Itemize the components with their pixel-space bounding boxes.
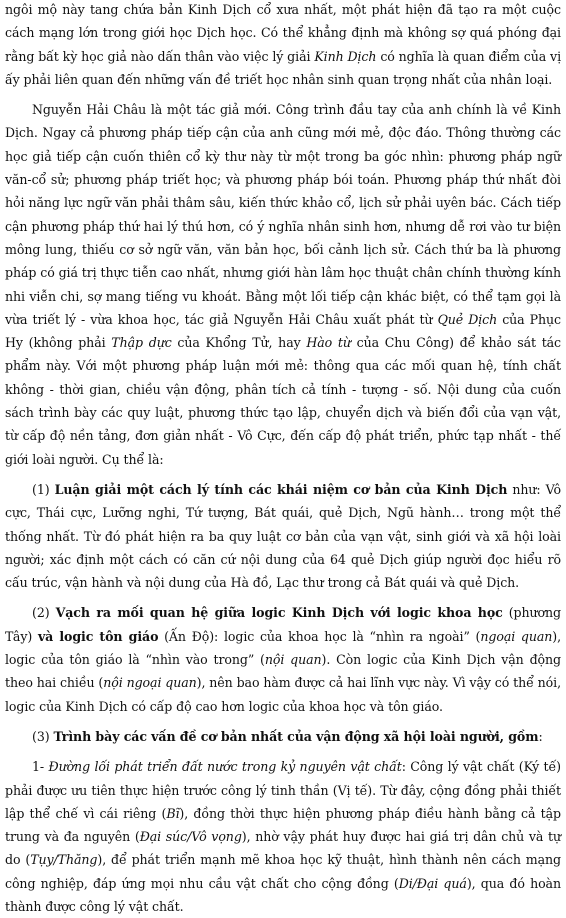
italic-text: nội quan xyxy=(264,652,322,668)
text-run: ), để phát triển mạnh mẽ khoa học kỹ thuật, hình thành nên cách mạng công nghiệp, đáp ứng mọi nhu cầu vật chất cho cộng đồng ( xyxy=(5,852,561,891)
text-run: Nguyễn Hải Châu là một tác giả mới. Công trình đầu tay của anh chính là về Kinh Dịch. Ngay cả phương pháp tiếp cận của anh cũng mới mẻ, độc đáo. Thông thường các học giả tiếp cận cuốn thiên cổ kỳ thư này từ một trong ba góc nhìn: phương pháp ngữ văn-cổ sử; phương pháp triết học; và phương pháp bói toán. Phương pháp thứ nhất đòi hỏi năng lực ngữ văn phải thâm sâu, kiến thức khảo cổ, lịch sử phải uyên bác. Cách tiếp cận phương pháp thứ hai lý thú hơn, có ý nghĩa nhân sinh hơn, nhưng dễ rơi vào tư biện mông lung, thiếu cơ sở ngữ văn, văn bản học, bối cảnh lịch sử. Cách thứ ba là phương pháp có giá trị thực tiễn cao nhất, nhưng giới hàn lâm học thuật chân chính thường kính nhi viễn chi, sợ mang tiếng vu khoát. Bằng một lối tiếp cận khác biệt, có thể tạm gọi là vừa triết lý - vừa khoa học, tác giả Nguyễn Hải Châu xuất phát từ xyxy=(5,102,561,327)
text-run: (phương Tây) xyxy=(5,605,561,644)
italic-text: nội ngoại quan xyxy=(103,675,197,691)
italic-text: Đại súc/Vô vọng xyxy=(139,829,242,845)
italic-text: ngoại quan xyxy=(480,628,553,644)
text-run: có nghĩa là quan điểm của vị ấy phải liên quan đến những vấn đề triết học nhân sinh quan trọng nhất của nhân loại. xyxy=(5,48,561,87)
paragraph xyxy=(5,601,561,717)
italic-text: Thập dực xyxy=(111,335,172,351)
text-run: của Khổng Tử, hay xyxy=(171,335,307,351)
italic-text: Đường lối phát triển đất nước trong kỷ nguyên vật chất xyxy=(48,759,402,775)
text-run: ), nhờ vậy phát huy được hai giá trị dân chủ và tự do ( xyxy=(5,829,561,868)
italic-text: Bĩ xyxy=(166,805,180,821)
paragraph xyxy=(5,478,561,594)
text-run: như: Vô cực, Thái cực, Lưỡng nghi, Tứ tượng, Bát quái, quẻ Dịch, Ngũ hành… trong một thể thống nhất. Từ đó phát hiện ra ba quy luật cơ bản của vạn vật, sinh giới và xã hội loài người; xác định một cách có căn cứ nội dung của 64 quẻ Dịch giúp người đọc hiểu rõ cấu trúc, vận hành và nội dung của Hà đồ, Lạc thư trong cả Bát quái và quẻ Dịch. xyxy=(5,481,561,591)
text-run: (Ấn Độ): logic của khoa học là “nhìn ra ngoài” ( xyxy=(158,628,481,644)
text-run: ). Còn logic của Kinh Dịch vận động theo hai chiều ( xyxy=(5,652,561,691)
text-run: (3) xyxy=(32,728,54,744)
bold-text: Vạch ra mối quan hệ giữa logic Kinh Dịch với logic khoa học xyxy=(55,605,503,621)
text-run: : xyxy=(538,728,543,744)
text-run: ), logic của tôn giáo là “nhìn vào trong” ( xyxy=(5,628,562,668)
text-run: (2) xyxy=(32,605,56,621)
text-run: của Chu Công) để khảo sát tác phẩm này. Với một phương pháp luận mới mẻ: thông qua các mối quan hệ, tính chất không - thời gian, chiều vận động, phân tích cả tính - tượng - số. Nội dung của cuốn sách trình bày các quy luật, phương thức tạo lập, chuyển dịch và biến đổi của vạn vật, từ cấp độ nền tảng, đơn giản nhất - Vô Cực, đến cấp độ phát triển, phức tạp nhất - thế giới loài người. Cụ thể là: xyxy=(5,335,562,467)
italic-text: Di/Đại quá xyxy=(398,875,467,891)
text-run: ), nên bao hàm được cả hai lĩnh vực này. Vì vậy có thể nói, logic của Kinh Dịch có cấp độ cao hơn logic của khoa học và tôn giáo. xyxy=(5,675,561,714)
italic-text: Kinh Dịch xyxy=(314,48,377,64)
text-run: ), qua đó hoàn thành được công lý vật chất. xyxy=(5,875,561,914)
text-run: : Công lý vật chất (Ký tế) phải được ưu tiên thực hiện trước công lý tinh thần (Vị tế). Từ đây, cộng đồng phải thiết lập thể chế vì cái riêng ( xyxy=(5,759,561,821)
text-run: (1) xyxy=(32,481,55,497)
text-run: ngôi mộ này tang chứa bản Kinh Dịch cổ xưa nhất, một phát hiện đã tạo ra một cuộc cách mạng lớn trong giới học Dịch học. Có thể khẳng định mà không sợ quá phóng đại rằng bất kỳ học giả nào dấn thân vào việc lý giải xyxy=(5,2,561,64)
paragraph xyxy=(5,755,561,918)
bold-text: và logic tôn giáo xyxy=(37,628,159,644)
italic-text: Quẻ Dịch xyxy=(437,311,498,327)
italic-text: Hào từ xyxy=(306,335,351,351)
text-run: 1- xyxy=(32,759,49,775)
paragraph xyxy=(5,98,561,471)
text-run: ), đồng thời thực hiện phương pháp điều hành bằng cả tập trung và đa nguyên ( xyxy=(5,805,561,845)
bold-text: Trình bày các vấn đề cơ bản nhất của vận động xã hội loài người, gồm xyxy=(53,728,539,744)
italic-text: Tụy/Thăng xyxy=(30,852,98,868)
paragraph xyxy=(5,0,561,91)
text-run: của Phục Hy (không phải xyxy=(5,311,561,351)
bold-text: Luận giải một cách lý tính các khái niệm cơ bản của Kinh Dịch xyxy=(54,481,508,497)
paragraph xyxy=(5,725,561,748)
